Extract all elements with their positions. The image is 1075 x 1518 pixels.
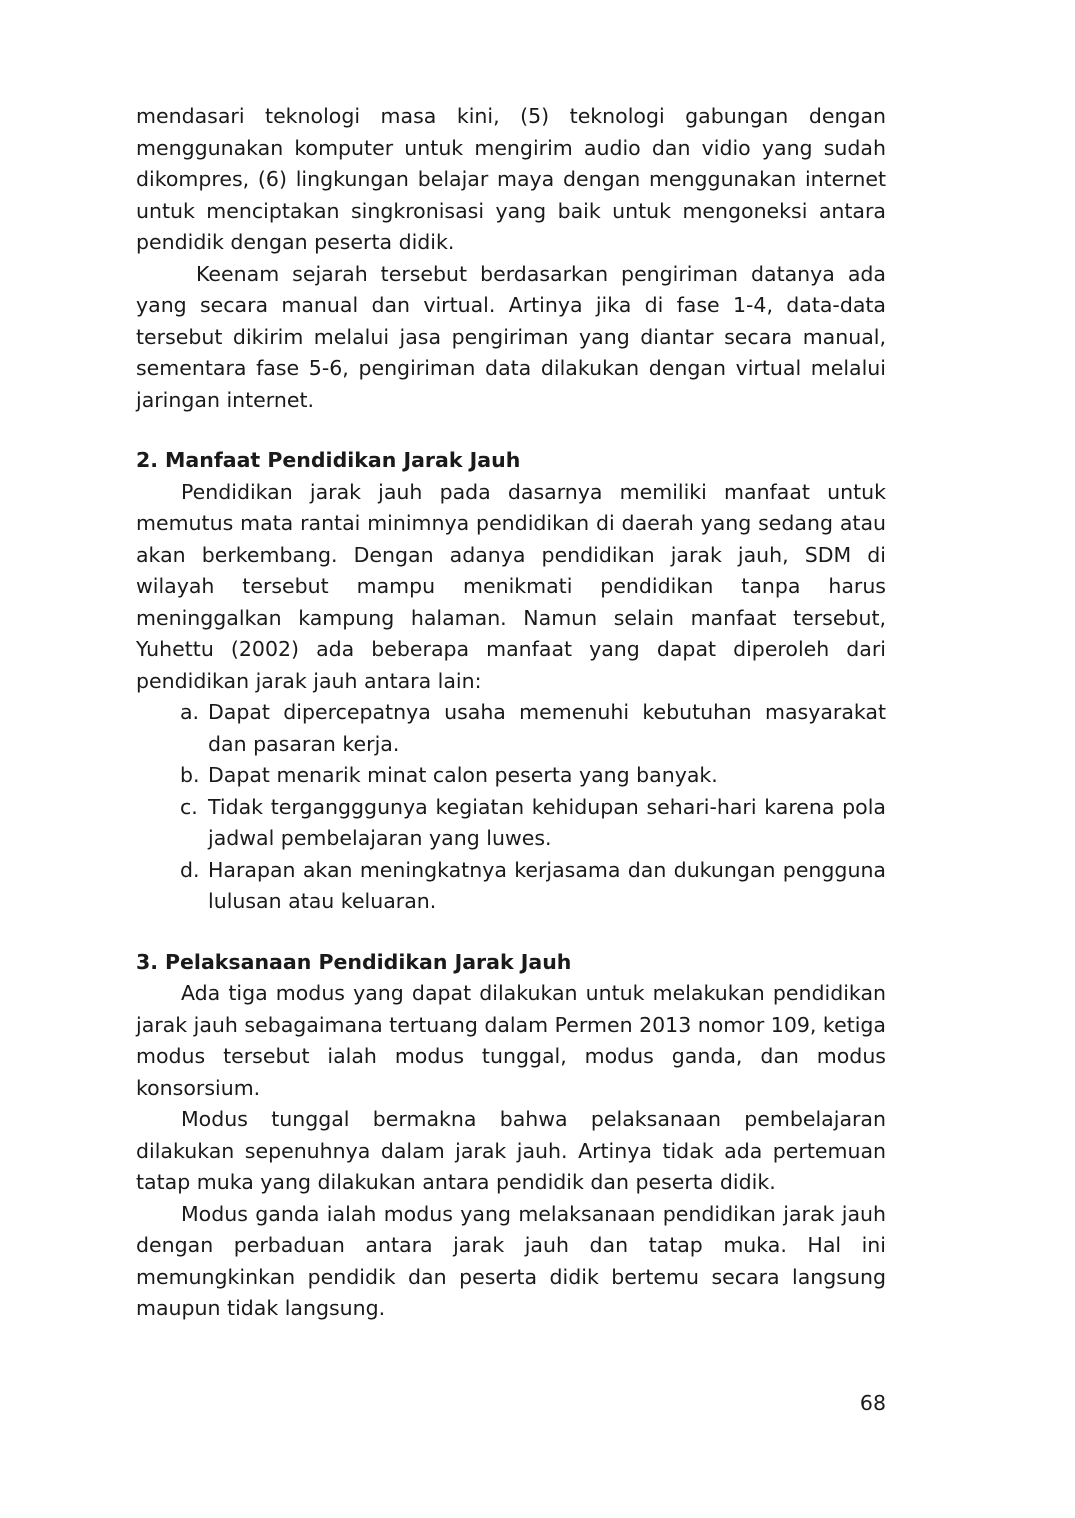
- list-item-marker: c.: [180, 794, 198, 819]
- intro-paragraph-2: Keenam sejarah tersebut berdasarkan pengiriman datanya ada yang secara manual dan virtual. Artinya jika di fase 1-4, data-data tersebut dikirim melalui jasa pengiriman yang diantar secara manual, sementara fase 5-6, pengiriman data dilakukan dengan virtual melalui jaringan internet.: [136, 261, 886, 412]
- section-3-paragraph-2: Modus tunggal bermakna bahwa pelaksanaan pembelajaran dilakukan sepenuhnya dalam jarak jauh. Artinya tidak ada pertemuan tatap muka yang dilakukan antara pendidik dan peserta didik.: [136, 1107, 886, 1194]
- list-item: [180, 697, 886, 760]
- section-2-heading: [136, 445, 886, 477]
- section-2-title: Manfaat Pendidikan Jarak Jauh: [165, 448, 521, 472]
- list-item: [180, 760, 886, 792]
- benefits-list: [136, 697, 886, 918]
- list-item-text: Dapat dipercepatnya usaha memenuhi kebutuhan masyarakat dan pasaran kerja.: [208, 700, 886, 756]
- list-item-marker: b.: [180, 763, 200, 787]
- section-3-paragraph-3: Modus ganda ialah modus yang melaksanaan pendidikan jarak jauh dengan perbaduan antara jarak jauh dan tatap muka. Hal ini memungkinkan pendidik dan peserta didik bertemu secara langsung maupun tidak langsung.: [136, 1201, 886, 1320]
- page-content: [136, 101, 886, 1325]
- list-item: [180, 792, 886, 855]
- list-item-marker: a.: [180, 700, 200, 724]
- list-item-marker: d.: [180, 857, 200, 882]
- section-3-heading: [136, 947, 886, 979]
- list-item-text: Tidak tergangggunya kegiatan kehidupan sehari-hari karena pola jadwal pembelajaran yang luwes.: [208, 794, 886, 850]
- section-2-paragraph: Pendidikan jarak jauh pada dasarnya memiliki manfaat untuk memutus mata rantai minimnya pendidikan di daerah yang sedang atau akan berkembang. Dengan adanya pendidikan jarak jauh, SDM di wilayah tersebut mampu menikmati pendidikan tanpa harus meninggalkan kampung halaman. Namun selain manfaat tersebut, Yuhettu (2002) ada beberapa manfaat yang dapat diperoleh dari pendidikan jarak jauh antara lain:: [136, 479, 886, 693]
- list-item-text: Harapan akan meningkatnya kerjasama dan dukungan pengguna lulusan atau keluaran.: [208, 857, 886, 913]
- intro-paragraph-1: mendasari teknologi masa kini, (5) teknologi gabungan dengan menggunakan komputer untuk mengirim audio dan vidio yang sudah dikompres, (6) lingkungan belajar maya dengan menggunakan internet untuk menciptakan singkronisasi yang baik untuk mengoneksi antara pendidik dengan peserta didik.: [136, 104, 886, 254]
- page-number: 68: [859, 1391, 886, 1415]
- section-3-title: Pelaksanaan Pendidikan Jarak Jauh: [165, 949, 572, 974]
- section-2-number: 2.: [136, 448, 159, 472]
- list-item-text: Dapat menarik minat calon peserta yang banyak.: [208, 763, 718, 787]
- section-3-number: 3.: [136, 949, 159, 974]
- list-item: [180, 855, 886, 918]
- section-3-paragraph-1: Ada tiga modus yang dapat dilakukan untuk melakukan pendidikan jarak jauh sebagaimana tertuang dalam Permen 2013 nomor 109, ketiga modus tersebut ialah modus tunggal, modus ganda, dan modus konsorsium.: [136, 981, 886, 1100]
